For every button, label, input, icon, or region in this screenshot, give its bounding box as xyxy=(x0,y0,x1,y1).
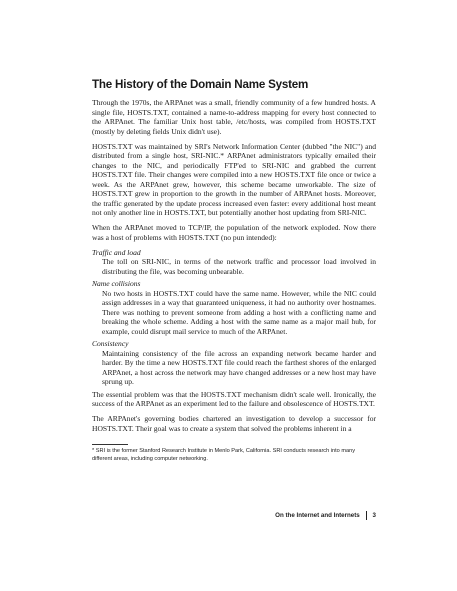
problem-description: No two hosts in HOSTS.TXT could have the same name. However, while the NIC could assign addresses in a way that guaranteed uniqueness, it had no authority over hostnames. There was nothing to prevent someone from adding a host with a conflicting name and breaking the whole scheme. Adding a host with the same name as a major mail hub, for example, could disrupt mail service to much of the ARPAnet. xyxy=(102,288,376,336)
paragraph-tcpip: When the ARPAnet moved to TCP/IP, the population of the network exploded. Now there was a host of problems with HOSTS.TXT (no pun intended): xyxy=(92,223,376,242)
problem-term: Traffic and load xyxy=(92,247,141,257)
page-content xyxy=(92,78,376,439)
paragraph-intro: Through the 1970s, the ARPAnet was a small, friendly community of a few hundred hosts. A single file, HOSTS.TXT, contained a name-to-address mapping for every host connected to the ARPAnet. The familiar Unix host table, /etc/hosts, was compiled from HOSTS.TXT (mostly by deleting fields Unix didn't use). xyxy=(92,98,376,136)
section-heading: The History of the Domain Name System xyxy=(92,78,309,91)
footer-chapter-title: On the Internet and Internets xyxy=(275,512,360,519)
footnote-rule xyxy=(92,444,128,445)
paragraph-successor: The ARPAnet's governing bodies chartered an investigation to develop a successor for HOSTS.TXT. Their goal was to create a system that solved the problems inherent in a xyxy=(92,414,376,433)
paragraph-essential-problem: The essential problem was that the HOSTS.TXT mechanism didn't scale well. Ironically, the success of the ARPAnet as an experiment led to the failure and obsolescence of HOSTS.TXT. xyxy=(92,389,376,408)
page-number: 3 xyxy=(372,512,376,519)
page-footer xyxy=(275,511,376,520)
problem-list xyxy=(92,248,376,387)
problem-term: Consistency xyxy=(92,339,129,348)
footer-divider xyxy=(366,511,367,520)
paragraph-hosts-maintenance: HOSTS.TXT was maintained by SRI's Network Information Center (dubbed "the NIC") and distributed from a single host, SRI-NIC.* ARPAnet administrators typically emailed their changes to the NIC, and periodically FTP'ed to SRI-NIC and grabbed the current HOSTS.TXT file. Their changes were compiled into a new HOSTS.TXT file once or twice a week. As the ARPAnet grew, however, this scheme became unworkable. The size of HOSTS.TXT grew in proportion to the growth in the number of ARPAnet hosts. Moreover, the traffic generated by the update process increased even faster: every additional host meant not only another line in HOSTS.TXT, but potentially another host updating from SRI-NIC. xyxy=(92,141,376,217)
problem-description: Maintaining consistency of the file across an expanding network became harder and harder. By the time a new HOSTS.TXT file could reach the farthest shores of the enlarged ARPAnet, a host across the network may have changed addresses or a new host may have sprung up. xyxy=(102,348,376,386)
problem-term: Name collisions xyxy=(92,279,141,288)
footnote: * SRI is the former Stanford Research Institute in Menlo Park, California. SRI conducts research into many different areas, including computer networking. xyxy=(92,448,356,462)
problem-description: The toll on SRI-NIC, in terms of the network traffic and processor load involved in distributing the file, was becoming unbearable. xyxy=(102,257,376,276)
